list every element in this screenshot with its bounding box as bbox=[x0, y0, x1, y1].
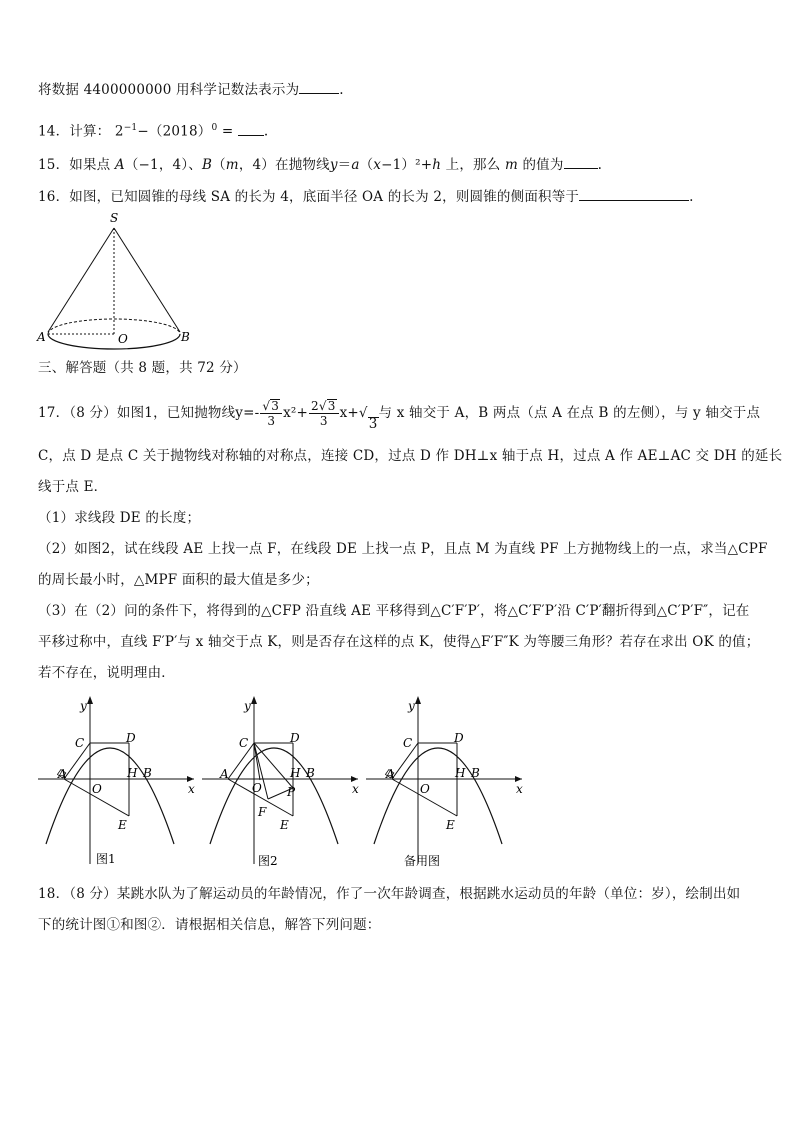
q15-text: ，4）在抛物线 bbox=[238, 157, 330, 173]
q14-equals: = bbox=[217, 123, 238, 140]
point-label-o: O bbox=[252, 781, 262, 795]
point-label-c: C bbox=[403, 736, 413, 750]
q14-term: −（2018） bbox=[137, 123, 212, 140]
cone-label-a: A bbox=[37, 330, 46, 344]
answer-blank bbox=[579, 187, 689, 201]
question-17-part-2a bbox=[38, 539, 768, 559]
radicand: 3 bbox=[271, 399, 280, 413]
point-label-b: B bbox=[306, 766, 315, 780]
point-label-c: C bbox=[75, 736, 85, 750]
figure-backup bbox=[362, 692, 527, 870]
point-label-b: B bbox=[471, 766, 480, 780]
point-label-a: A bbox=[58, 767, 67, 781]
q15-var-x: x bbox=[373, 157, 382, 173]
point-label-e: E bbox=[446, 818, 455, 832]
fraction-sqrt3-over-3: √ 3 3 bbox=[260, 399, 282, 428]
q15-text: 15．如果点 bbox=[38, 157, 115, 173]
q17-text: x²+ bbox=[283, 405, 309, 421]
point-label-h: H bbox=[127, 766, 138, 780]
q15-text: 上，那么 bbox=[441, 157, 505, 173]
q15-var-y: y bbox=[329, 157, 338, 173]
q17-text: x+ bbox=[339, 405, 359, 421]
point-label-e: E bbox=[118, 818, 127, 832]
q14-label: 14．计算： bbox=[38, 123, 111, 140]
question-18-line-2 bbox=[38, 915, 381, 935]
q14-base: 2 bbox=[114, 123, 124, 140]
period: . bbox=[263, 123, 269, 140]
figure-2 bbox=[198, 692, 363, 870]
q17-part-text: 若不存在，说明理由． bbox=[38, 665, 175, 681]
section-title: 三、解答题（共 8 题，共 72 分） bbox=[38, 360, 247, 376]
period: . bbox=[339, 82, 344, 98]
q17-text: 17．（8 分）如图1，已知抛物线y=- bbox=[38, 405, 260, 421]
cone-label-b: B bbox=[181, 330, 190, 344]
point-label-d: D bbox=[126, 731, 136, 745]
q15-var-m: m bbox=[504, 157, 518, 173]
point-label-d: D bbox=[454, 731, 464, 745]
q15-text: （−1，4）、 bbox=[124, 157, 202, 173]
q17-part-text: （1）求线段 DE 的长度； bbox=[38, 510, 201, 526]
question-13-tail bbox=[38, 80, 344, 100]
axis-label-y: y bbox=[408, 699, 415, 713]
question-17-part-3c bbox=[38, 663, 175, 683]
question-17-line-1 bbox=[38, 395, 760, 431]
question-17-line-3 bbox=[38, 477, 107, 497]
q15-text: 的值为 bbox=[517, 157, 564, 173]
axis-label-x: x bbox=[188, 782, 195, 796]
period: . bbox=[689, 189, 694, 205]
point-label-d: D bbox=[290, 731, 300, 745]
point-label-a: A bbox=[386, 767, 395, 781]
q17-part-text: 平移过称中，直线 F′P′与 x 轴交于点 K，则是否存在这样的点 K，使得△F′F″K 为等腰三角形？若存在求出 OK 的值； bbox=[38, 634, 760, 650]
answer-blank bbox=[299, 80, 339, 94]
axis-label-y: y bbox=[80, 699, 87, 713]
question-17-part-3a bbox=[38, 601, 750, 621]
question-17-part-2b bbox=[38, 570, 319, 590]
question-17-part-3b bbox=[38, 632, 759, 652]
axis-label-x: x bbox=[352, 782, 359, 796]
figure-caption: 备用图 bbox=[404, 854, 441, 868]
question-16 bbox=[38, 187, 694, 207]
q13-text: 将数据 4400000000 用科学记数法表示为 bbox=[38, 82, 300, 98]
q18-text: 18．（8 分）某跳水队为了解运动员的年龄情况，作了一次年龄调查，根据跳水运动员的年龄（单位：岁），绘制出如 bbox=[38, 886, 741, 902]
sqrt3: √ 3 bbox=[358, 405, 378, 432]
point-label-o: O bbox=[92, 782, 102, 796]
denominator: 3 bbox=[267, 414, 276, 428]
q15-point-b: B bbox=[201, 157, 213, 173]
point-label-o: O bbox=[420, 782, 430, 796]
point-label-h: H bbox=[290, 766, 301, 780]
point-label-c: C bbox=[239, 736, 249, 750]
point-label-f: F bbox=[258, 805, 267, 819]
question-15 bbox=[38, 155, 602, 175]
question-17-line-2 bbox=[38, 446, 782, 466]
denominator: 3 bbox=[319, 414, 328, 428]
radicand: 3 bbox=[327, 399, 336, 413]
axis-label-y: y bbox=[244, 699, 251, 713]
coefficient: 2 bbox=[311, 399, 319, 413]
q17-text: 与 x 轴交于 A，B 两点（点 A 在点 B 的左侧），与 y 轴交于点 bbox=[378, 405, 761, 421]
q17-part-text: （3）在（2）问的条件下，将得到的△CFP 沿直线 AE 平移得到△C′F′P′，将△C′F′P′沿 C′P′翻折得到△C′P′F″，记在 bbox=[38, 603, 750, 619]
q15-text: （ bbox=[359, 157, 374, 173]
question-18-line-1 bbox=[38, 884, 740, 904]
answer-blank bbox=[564, 155, 598, 169]
q15-point-a: A bbox=[114, 157, 125, 173]
q14-exponent: −1 bbox=[123, 123, 138, 133]
point-label-e: E bbox=[280, 818, 289, 832]
fraction-2sqrt3-over-3: 2√ 3 3 bbox=[309, 399, 339, 428]
q15-var-a: a bbox=[351, 157, 360, 173]
point-label-p: P bbox=[287, 785, 296, 799]
q15-text: ＝ bbox=[337, 157, 352, 173]
point-label-b: B bbox=[143, 766, 152, 780]
figure-1 bbox=[34, 692, 199, 870]
q15-text: −1）²+ bbox=[381, 157, 433, 173]
q17-text: C，点 D 是点 C 关于抛物线对称轴的对称点，连接 CD，过点 D 作 DH⊥x 轴于点 H，过点 A 作 AE⊥AC 交 DH 的延长 bbox=[38, 448, 783, 464]
q14-exponent-zero: 0 bbox=[211, 123, 218, 133]
q15-var-m: m bbox=[225, 157, 239, 173]
cone-figure bbox=[34, 210, 194, 355]
question-14 bbox=[38, 118, 268, 142]
q16-text: 16．如图，已知圆锥的母线 SA 的长为 4，底面半径 OA 的长为 2，则圆锥的侧面积等于 bbox=[38, 189, 580, 205]
radicand: 3 bbox=[368, 416, 378, 432]
cone-label-s: S bbox=[110, 211, 119, 225]
q15-var-h: h bbox=[432, 157, 442, 173]
point-label-a: A bbox=[220, 767, 229, 781]
question-17-part-1 bbox=[38, 508, 200, 528]
figure-caption: 图1 bbox=[96, 852, 116, 866]
figure-caption: 图2 bbox=[258, 854, 278, 868]
q17-text: 线于点 E． bbox=[38, 479, 108, 495]
axis-label-x: x bbox=[516, 782, 523, 796]
q17-part-text: 的周长最小时，△MPF 面积的最大值是多少； bbox=[38, 572, 319, 588]
answer-blank bbox=[238, 122, 264, 136]
q17-part-text: （2）如图2，试在线段 AE 上找一点 F，在线段 DE 上找一点 P，且点 M 为直线 PF 上方抛物线上的一点，求当△CPF bbox=[38, 541, 768, 557]
q18-text: 下的统计图①和图②．请根据相关信息，解答下列问题： bbox=[38, 917, 381, 933]
q15-text: （ bbox=[212, 157, 226, 173]
period: . bbox=[597, 157, 603, 173]
section-heading bbox=[38, 358, 247, 378]
point-label-h: H bbox=[455, 766, 466, 780]
cone-label-o: O bbox=[118, 332, 128, 346]
